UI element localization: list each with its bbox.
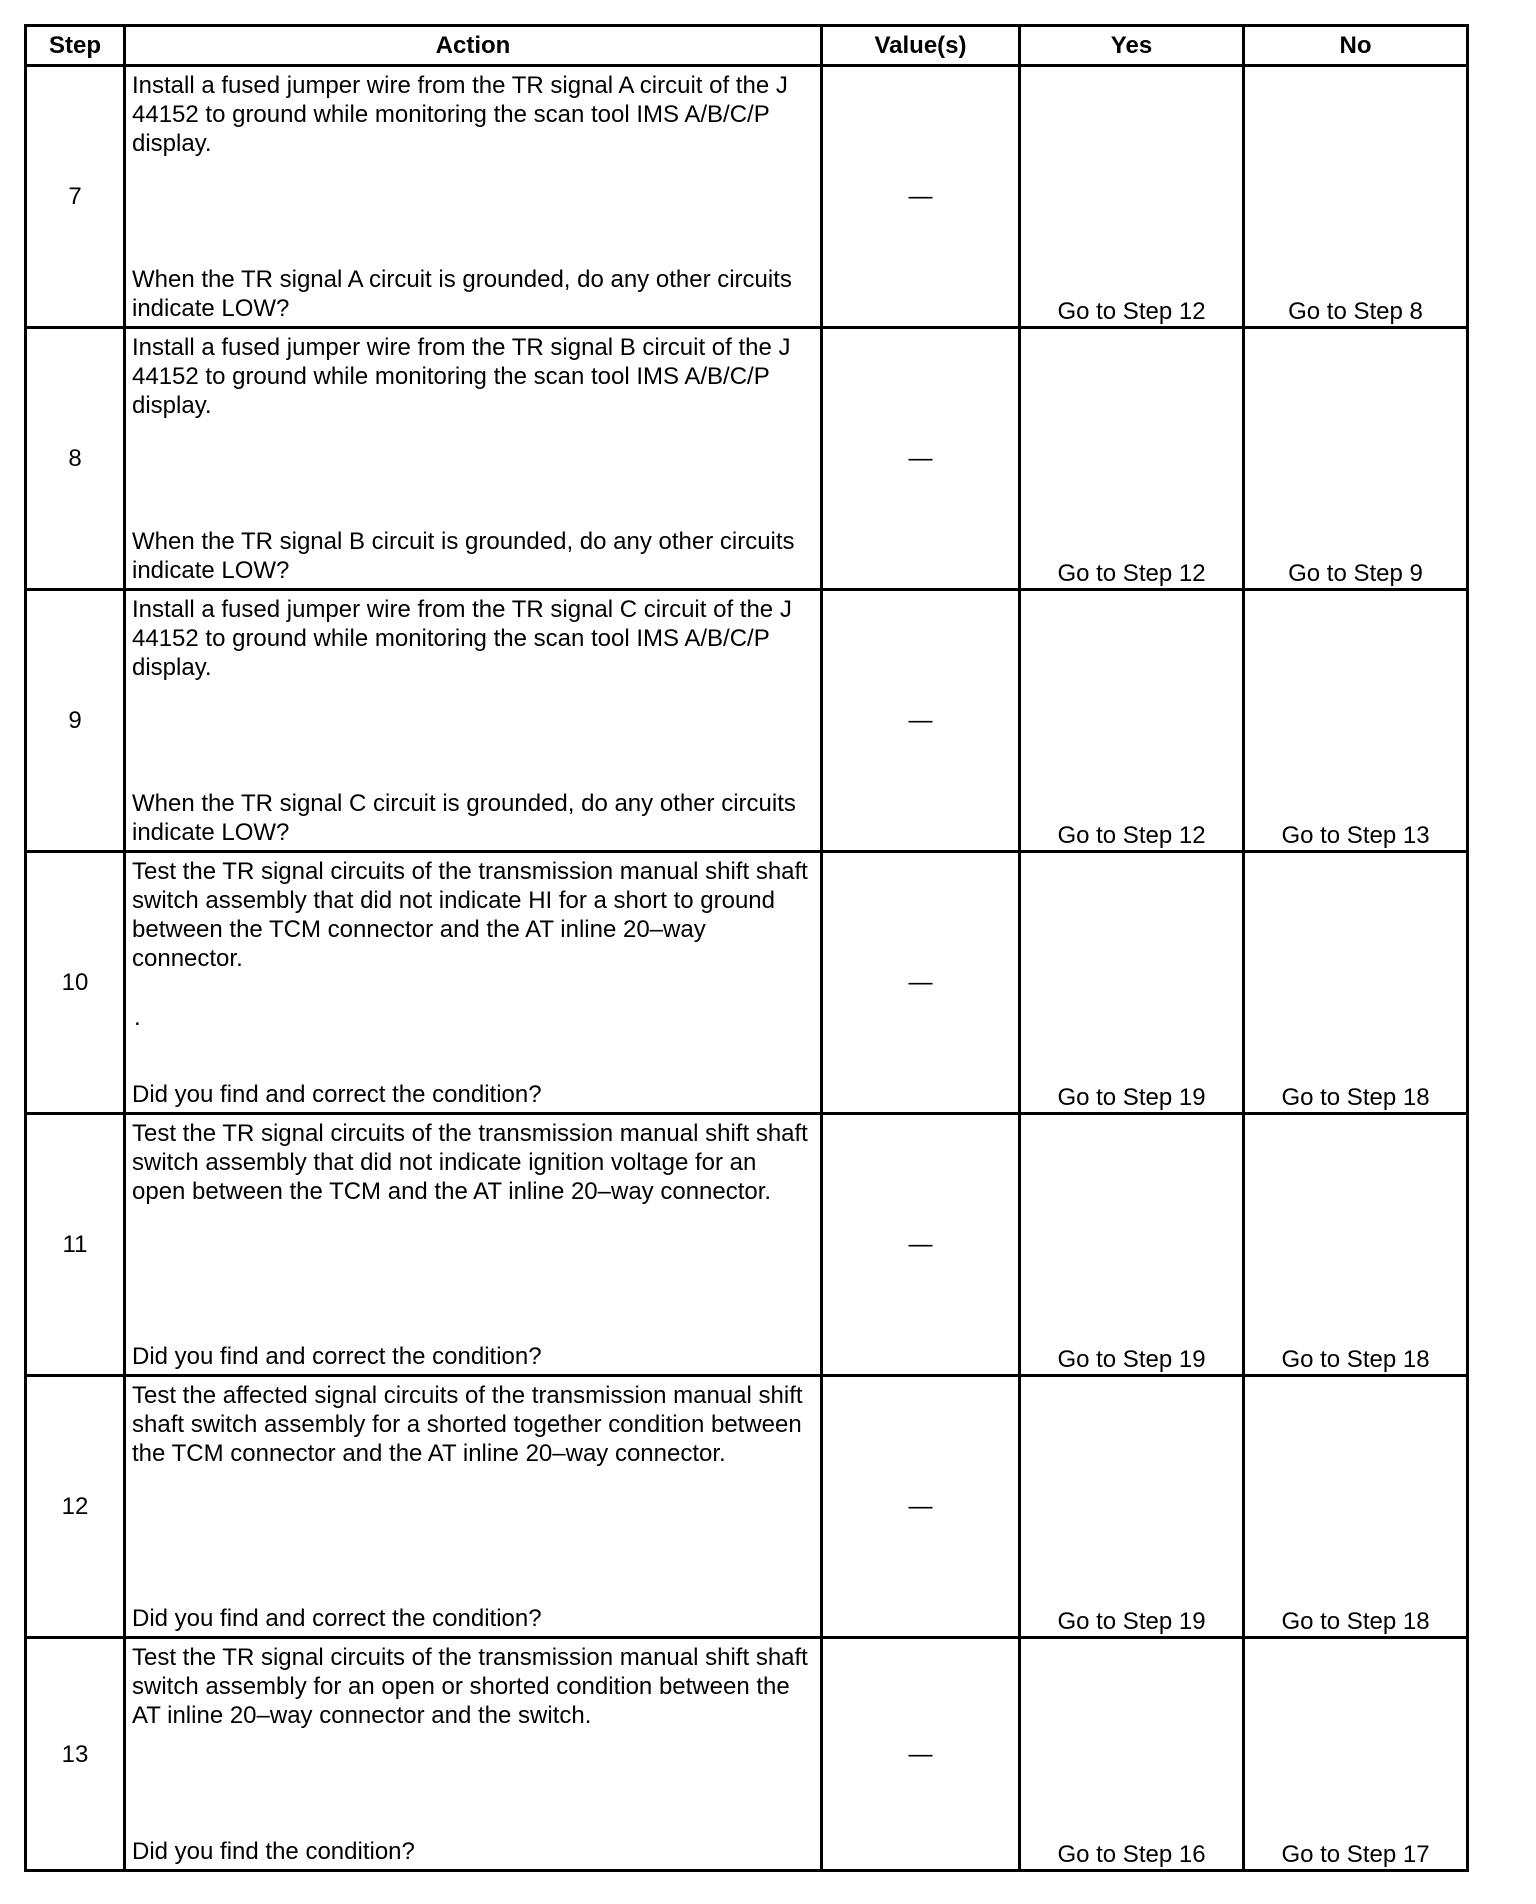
header-action: Action: [125, 26, 822, 66]
header-values: Value(s): [822, 26, 1020, 66]
no-cell: Go to Step 18: [1244, 852, 1468, 1114]
table-row: [26, 852, 1468, 1114]
yes-cell: Go to Step 12: [1020, 66, 1244, 328]
no-cell: Go to Step 9: [1244, 328, 1468, 590]
action-cell: [125, 1376, 822, 1638]
step-number: 12: [26, 1376, 125, 1638]
value-cell: —: [822, 66, 1020, 328]
action-question: Did you find and correct the condition?: [132, 1343, 542, 1370]
value-cell: —: [822, 1376, 1020, 1638]
action-cell: [125, 590, 822, 852]
action-question: Did you find and correct the condition?: [132, 1605, 542, 1632]
action-instruction: Test the TR signal circuits of the transmission manual shift shaft switch assembly that did not indicate ignition voltage for an open between the TCM and the AT inline 20–way connector.: [132, 1120, 808, 1205]
action-question: Did you find and correct the condition?: [132, 1081, 542, 1108]
action-note: .: [134, 1004, 141, 1031]
yes-cell: Go to Step 19: [1020, 1114, 1244, 1376]
table-row: [26, 1638, 1468, 1871]
value-cell: —: [822, 1638, 1020, 1871]
step-number: 11: [26, 1114, 125, 1376]
action-instruction: Install a fused jumper wire from the TR signal A circuit of the J 44152 to ground while monitoring the scan tool IMS A/B/C/P display.: [132, 72, 788, 157]
yes-cell: Go to Step 12: [1020, 590, 1244, 852]
action-cell: [125, 1114, 822, 1376]
action-instruction: Test the TR signal circuits of the transmission manual shift shaft switch assembly that did not indicate HI for a short to ground between the TCM connector and the AT inline 20–way connector.: [132, 858, 808, 972]
step-number: 9: [26, 590, 125, 852]
header-row: [26, 26, 1468, 66]
yes-cell: Go to Step 19: [1020, 1376, 1244, 1638]
table-row: [26, 66, 1468, 328]
no-cell: Go to Step 8: [1244, 66, 1468, 328]
action-instruction: Test the TR signal circuits of the transmission manual shift shaft switch assembly for an open or shorted condition between the AT inline 20–way connector and the switch.: [132, 1644, 808, 1729]
yes-cell: Go to Step 12: [1020, 328, 1244, 590]
table-row: [26, 1114, 1468, 1376]
diagnostic-table: [24, 24, 1469, 1872]
no-cell: Go to Step 17: [1244, 1638, 1468, 1871]
action-instruction: Install a fused jumper wire from the TR signal C circuit of the J 44152 to ground while monitoring the scan tool IMS A/B/C/P display.: [132, 596, 792, 681]
value-cell: —: [822, 328, 1020, 590]
table-row: [26, 1376, 1468, 1638]
yes-cell: Go to Step 16: [1020, 1638, 1244, 1871]
header-no: No: [1244, 26, 1468, 66]
step-number: 13: [26, 1638, 125, 1871]
header-yes: Yes: [1020, 26, 1244, 66]
step-number: 8: [26, 328, 125, 590]
value-cell: —: [822, 590, 1020, 852]
action-cell: [125, 1638, 822, 1871]
header-step: Step: [26, 26, 125, 66]
step-number: 10: [26, 852, 125, 1114]
no-cell: Go to Step 18: [1244, 1376, 1468, 1638]
step-number: 7: [26, 66, 125, 328]
value-cell: —: [822, 852, 1020, 1114]
action-question: When the TR signal C circuit is grounded, do any other circuits indicate LOW?: [132, 790, 796, 846]
action-instruction: Install a fused jumper wire from the TR signal B circuit of the J 44152 to ground while monitoring the scan tool IMS A/B/C/P display.: [132, 334, 791, 419]
action-cell: [125, 66, 822, 328]
action-question: Did you find the condition?: [132, 1838, 415, 1865]
table-row: [26, 590, 1468, 852]
action-question: When the TR signal B circuit is grounded, do any other circuits indicate LOW?: [132, 528, 795, 584]
value-cell: —: [822, 1114, 1020, 1376]
table-row: [26, 328, 1468, 590]
action-cell: [125, 328, 822, 590]
no-cell: Go to Step 18: [1244, 1114, 1468, 1376]
yes-cell: Go to Step 19: [1020, 852, 1244, 1114]
action-instruction: Test the affected signal circuits of the transmission manual shift shaft switch assembly for a shorted together condition between the TCM connector and the AT inline 20–way connector.: [132, 1382, 803, 1467]
action-question: When the TR signal A circuit is grounded, do any other circuits indicate LOW?: [132, 266, 792, 322]
no-cell: Go to Step 13: [1244, 590, 1468, 852]
action-cell: [125, 852, 822, 1114]
